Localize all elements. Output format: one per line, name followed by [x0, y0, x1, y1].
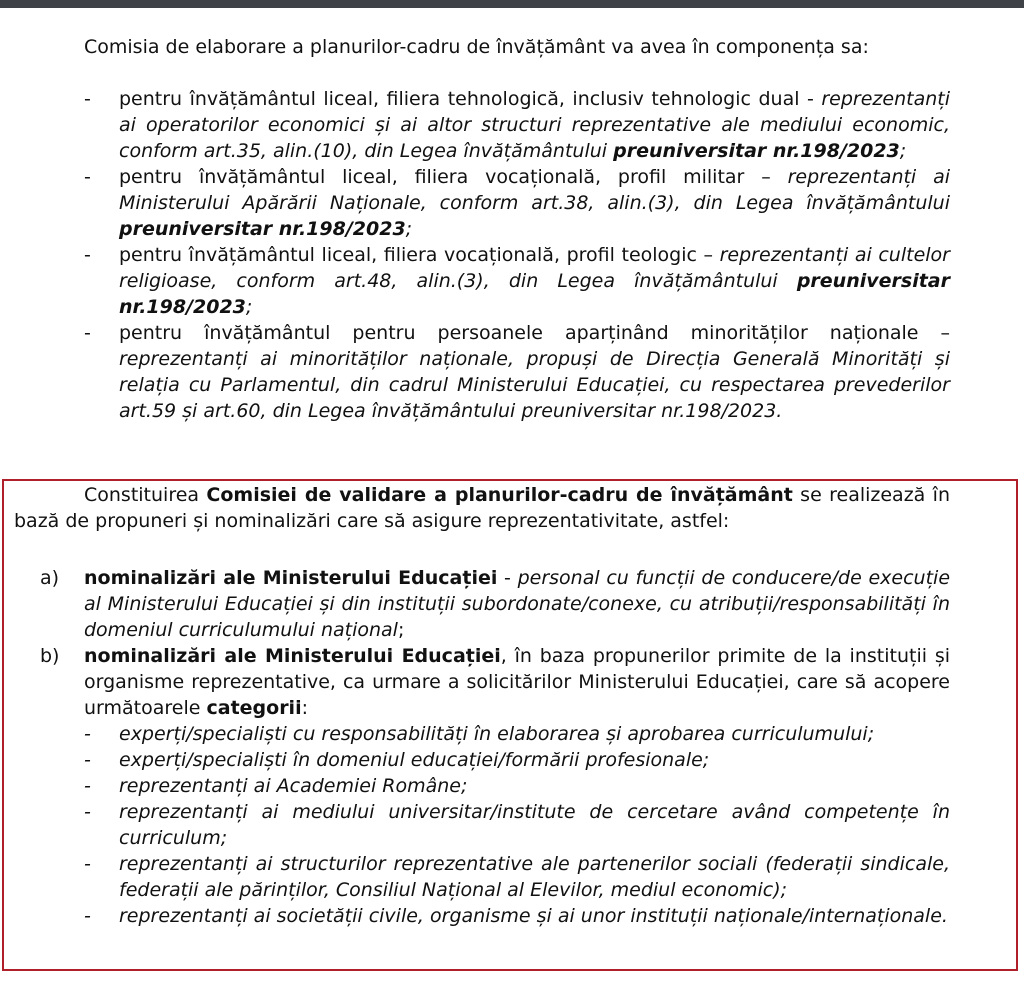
list-item: - pentru învățământul liceal, filiera vocațională, profil militar – reprezentanți ai Ministerului Apărării Naționale, conform art.38, alin.(3), din Legea învățământului preuniversitar nr.198/2023; [84, 164, 950, 242]
list-item: - pentru învățământul liceal, filiera tehnologică, inclusiv tehnologic dual - reprezentanți ai operatorilor economici și ai altor structuri reprezentative ale mediului economic, conform art.35, alin.(10), din Legea învățământului preuniversitar nr.198/2023; [84, 86, 950, 164]
list-item: - reprezentanți ai mediului universitar/institute de cercetare având competențe în curriculum; [84, 799, 950, 851]
elaboration-list [84, 86, 950, 424]
validation-paragraph: Constituirea Comisiei de validare a planurilor-cadru de învățământ se realizează în bază de propuneri și nominalizări care să asigure reprezentativitate, astfel: [14, 484, 950, 532]
list-marker: b) [40, 645, 60, 667]
list-item: - pentru învățământul liceal, filiera vocațională, profil teologic – reprezentanți ai cultelor religioase, conform art.48, alin.(3), din Legea învățământului preuniversitar nr.198/2023; [84, 242, 950, 320]
list-item: - experți/specialiști cu responsabilități în elaborarea și aprobarea curriculumului; [84, 721, 950, 747]
list-item: - experți/specialiști în domeniul educației/formării profesionale; [84, 747, 950, 773]
intro-paragraph: Comisia de elaborare a planurilor-cadru de învățământ va avea în componența sa: [84, 36, 869, 58]
list-item-b: b) nominalizări ale Ministerului Educației, în baza propunerilor primite de la instituții și organisme reprezentative, ca urmare a solicitărilor Ministerului Educației, care să acopere următoarele categorii: - experți/specialiști cu responsabilități în elaborarea și aprobarea curriculumului; - experți/specialiști în domeniul educației/formării profesionale; - reprezentanți ai Academiei Române; - reprezentanți ai mediului universitar/institute de cercetare având competențe în curriculum; - reprezentanți ai structurilor reprezentative ale partenerilor sociali (federații sindicale, federații ale părinților, Consiliul Național al Elevilor, mediul economic); - reprezentanți ai societății civile, organisme și ai unor instituții naționale/internaționale. [40, 643, 950, 929]
top-bar [0, 0, 1024, 8]
list-item: - pentru învățământul pentru persoanele aparținând minorităților naționale – reprezentanți ai minorităților naționale, propuși de Direcția Generală Minorități și relația cu Parlamentul, din cadrul Ministerului Educației, cu respectarea prevederilor art.59 și art.60, din Legea învățământului preuniversitar nr.198/2023. [84, 320, 950, 424]
list-item: - reprezentanți ai Academiei Române; [84, 773, 950, 799]
categories-list [84, 721, 950, 929]
list-marker: a) [40, 567, 60, 589]
list-item: - reprezentanți ai structurilor reprezentative ale partenerilor sociali (federații sindicale, federații ale părinților, Consiliul Național al Elevilor, mediul economic); [84, 851, 950, 903]
validation-list [40, 565, 950, 929]
list-item: - reprezentanți ai societății civile, organisme și ai unor instituții naționale/internaționale. [84, 903, 950, 929]
list-item-a: a) nominalizări ale Ministerului Educației - personal cu funcții de conducere/de execuție al Ministerului Educației și din instituții subordonate/conexe, cu atribuții/responsabilități în domeniul curriculumului național; [40, 567, 951, 641]
